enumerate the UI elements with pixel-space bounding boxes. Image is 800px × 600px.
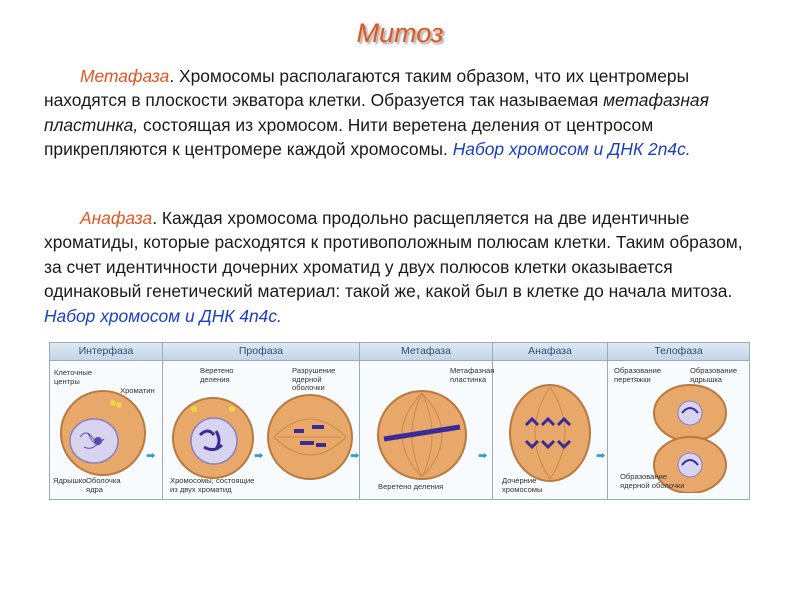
label-breakdown: Разрушение ядерной оболочки <box>292 366 336 393</box>
label-nucleoli: Образование ядрышка <box>690 366 738 384</box>
prophase-cell-1-illustration <box>170 395 256 481</box>
label-nucleolus: Ядрышко <box>53 476 87 485</box>
label-spindle-2: Веретено деления <box>378 482 444 491</box>
anaphase-ploidy: Набор хромосом и ДНК 4n4c. <box>44 305 282 326</box>
label-plate: Метафазная пластинка <box>450 366 495 384</box>
arrow-icon: ➡ <box>350 450 360 462</box>
metaphase-paragraph <box>44 64 764 162</box>
metaphase-plate-term: метафазная пластинка, <box>44 90 709 135</box>
label-envelope: Оболочка ядра <box>86 476 121 494</box>
anaphase-term: Анафаза <box>80 208 153 228</box>
metaphase-ploidy: Набор хромосом и ДНК 2n4c. <box>452 139 691 160</box>
metaphase-term: Метафаза <box>80 66 170 86</box>
label-new-envelope: Образование ядерной оболочки <box>620 472 685 490</box>
interphase-cell-illustration <box>58 385 148 477</box>
arrow-icon: ➡ <box>596 450 606 462</box>
stage-header-interphase: Интерфаза <box>50 343 162 361</box>
label-centrioles: Клеточные центры <box>54 368 93 386</box>
arrow-icon: ➡ <box>478 450 488 462</box>
mitosis-diagram <box>49 342 750 500</box>
anaphase-cell-illustration <box>502 381 598 485</box>
metaphase-text-1: . Хромосомы располагаются таким образом, что их центромеры находятся в плоскости экватора клетки. Образуется так называемая <box>44 66 690 111</box>
label-furrow: Образование перетяжки <box>614 366 662 384</box>
stage-header-metaphase: Метафаза <box>360 343 492 361</box>
slide-title: Митоз <box>356 18 444 48</box>
label-spindle: Веретено деления <box>200 366 234 384</box>
stage-header-anaphase: Анафаза <box>493 343 607 361</box>
label-chromatin: Хроматин <box>120 386 155 395</box>
prophase-cell-2-illustration <box>264 391 356 483</box>
arrow-icon: ➡ <box>146 450 156 462</box>
metaphase-cell-illustration <box>372 387 472 483</box>
arrow-icon: ➡ <box>254 450 264 462</box>
label-daughter: Дочерние хромосомы <box>502 476 543 494</box>
stage-header-telophase: Телофаза <box>608 343 749 361</box>
label-chromosomes: Хромосомы, состоящие из двух хроматид <box>170 476 255 494</box>
metaphase-text-2: состоящая из хромосом. Нити веретена деления от центросом прикрепляются к центромере каждой хромосомы. <box>44 114 654 160</box>
anaphase-paragraph <box>44 206 764 328</box>
stage-header-prophase: Профаза <box>163 343 359 361</box>
anaphase-text-1: . Каждая хромосома продольно расщепляется на две идентичные хроматиды, которые расходятся к противоположным полюсам клетки. Таким образом, за счет идентичности дочерних хроматид у двух полюсов клетки оказывается одинаковый генетический материал: такой же, какой был в клетке до начала митоза. <box>44 208 743 302</box>
